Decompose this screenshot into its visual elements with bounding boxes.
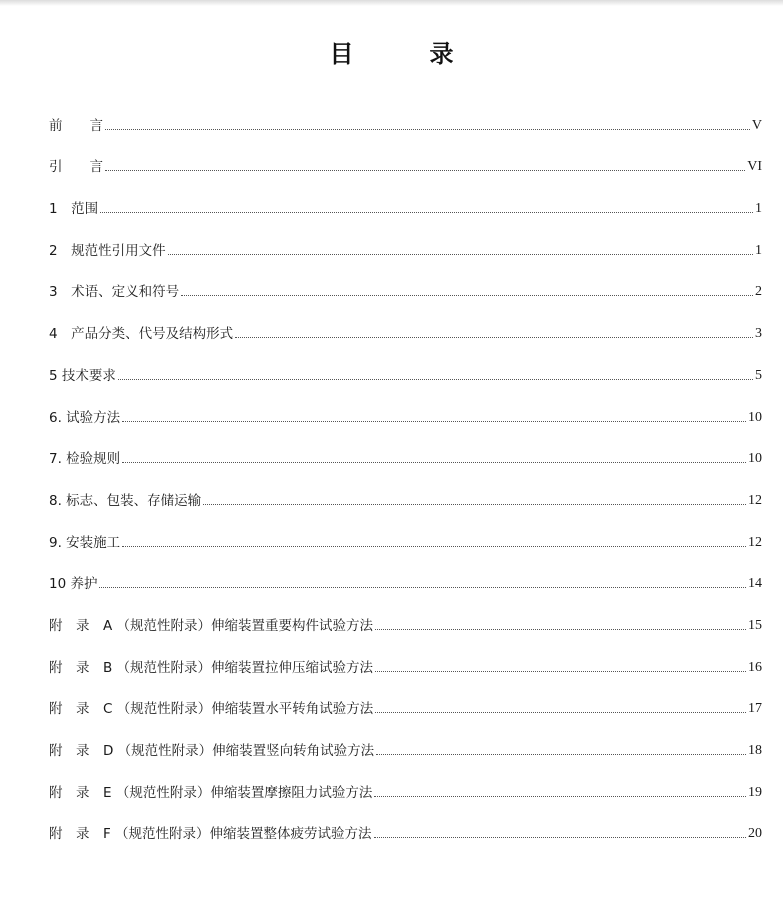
toc-page-number: 16 bbox=[748, 659, 762, 675]
dot-leader bbox=[203, 504, 746, 505]
toc-entry-label: 10 养护 bbox=[49, 576, 98, 593]
dot-leader bbox=[105, 129, 750, 130]
dot-leader bbox=[122, 462, 746, 463]
toc-page-number: 10 bbox=[748, 451, 762, 467]
dot-leader bbox=[376, 754, 746, 755]
toc-page-number: 2 bbox=[755, 284, 762, 300]
toc-entry-label: 8. 标志、包装、存储运输 bbox=[49, 492, 202, 509]
toc-page-number: 1 bbox=[755, 201, 762, 217]
table-of-contents bbox=[49, 92, 762, 842]
toc-entry-label: 附 录 A （规范性附录）伸缩装置重要构件试验方法 bbox=[49, 617, 374, 634]
toc-entry[interactable] bbox=[49, 759, 762, 801]
toc-page-number: 17 bbox=[748, 701, 762, 717]
dot-leader bbox=[122, 421, 746, 422]
toc-page-number: 14 bbox=[748, 576, 762, 592]
toc-entry[interactable] bbox=[49, 592, 762, 634]
dot-leader bbox=[181, 295, 753, 296]
toc-entry-label: 附 录 F （规范性附录）伸缩装置整体疲劳试验方法 bbox=[49, 826, 372, 843]
toc-entry-label: 6. 试验方法 bbox=[49, 409, 121, 426]
dot-leader bbox=[122, 546, 746, 547]
toc-entry-label: 9. 安装施工 bbox=[49, 534, 121, 551]
toc-entry-label: 3 术语、定义和符号 bbox=[49, 284, 180, 301]
toc-entry[interactable] bbox=[49, 384, 762, 426]
dot-leader bbox=[118, 379, 753, 380]
toc-page-number: 20 bbox=[748, 826, 762, 842]
toc-page-number: VI bbox=[747, 159, 762, 175]
toc-entry-label: 5 技术要求 bbox=[49, 367, 116, 384]
toc-page-number: 19 bbox=[748, 784, 762, 800]
toc-entry[interactable] bbox=[49, 717, 762, 759]
toc-entry-label: 引 言 bbox=[49, 159, 103, 176]
page-top-edge bbox=[0, 0, 783, 6]
dot-leader bbox=[374, 837, 746, 838]
toc-entry-label: 前 言 bbox=[49, 117, 103, 134]
toc-entry-label: 7. 检验规则 bbox=[49, 451, 121, 468]
dot-leader bbox=[375, 712, 746, 713]
toc-page-number: 10 bbox=[748, 409, 762, 425]
toc-page-number: 1 bbox=[755, 242, 762, 258]
toc-page-number: 18 bbox=[748, 743, 762, 758]
toc-entry[interactable] bbox=[49, 509, 762, 551]
toc-entry[interactable] bbox=[49, 634, 762, 676]
toc-page-number: 5 bbox=[755, 367, 762, 383]
toc-page-number: 15 bbox=[748, 617, 762, 633]
toc-entry[interactable] bbox=[49, 676, 762, 718]
toc-entry-label: 附 录 E （规范性附录）伸缩装置摩擦阻力试验方法 bbox=[49, 784, 373, 801]
toc-entry[interactable] bbox=[49, 134, 762, 176]
toc-entry[interactable] bbox=[49, 259, 762, 301]
dot-leader bbox=[375, 671, 746, 672]
toc-entry-label: 1 范围 bbox=[49, 201, 99, 218]
toc-page-number: 3 bbox=[755, 326, 762, 342]
dot-leader bbox=[99, 587, 746, 588]
toc-entry[interactable] bbox=[49, 551, 762, 593]
toc-page-number: V bbox=[751, 117, 762, 133]
dot-leader bbox=[374, 796, 746, 797]
toc-entry[interactable] bbox=[49, 342, 762, 384]
toc-entry-label: 4 产品分类、代号及结构形式 bbox=[49, 326, 234, 343]
dot-leader bbox=[105, 170, 745, 171]
toc-entry[interactable] bbox=[49, 175, 762, 217]
dot-leader bbox=[168, 254, 753, 255]
toc-page-number: 12 bbox=[748, 492, 762, 508]
dot-leader bbox=[100, 212, 753, 213]
toc-entry[interactable] bbox=[49, 217, 762, 259]
toc-entry[interactable] bbox=[49, 467, 762, 509]
dot-leader bbox=[235, 337, 753, 338]
toc-page-number: 12 bbox=[748, 534, 762, 550]
page-title: 目 录 bbox=[329, 40, 480, 69]
toc-entry-label: 2 规范性引用文件 bbox=[49, 242, 166, 259]
toc-entry[interactable] bbox=[49, 426, 762, 468]
toc-entry[interactable] bbox=[49, 300, 762, 342]
toc-entry-label: 附 录 C （规范性附录）伸缩装置水平转角试验方法 bbox=[49, 701, 374, 718]
toc-entry-label: 附 录 D （规范性附录）伸缩装置竖向转角试验方法 bbox=[49, 743, 375, 759]
toc-entry-label: 附 录 B （规范性附录）伸缩装置拉伸压缩试验方法 bbox=[49, 659, 374, 676]
toc-entry[interactable] bbox=[49, 92, 762, 134]
dot-leader bbox=[375, 629, 746, 630]
toc-entry[interactable] bbox=[49, 801, 762, 843]
